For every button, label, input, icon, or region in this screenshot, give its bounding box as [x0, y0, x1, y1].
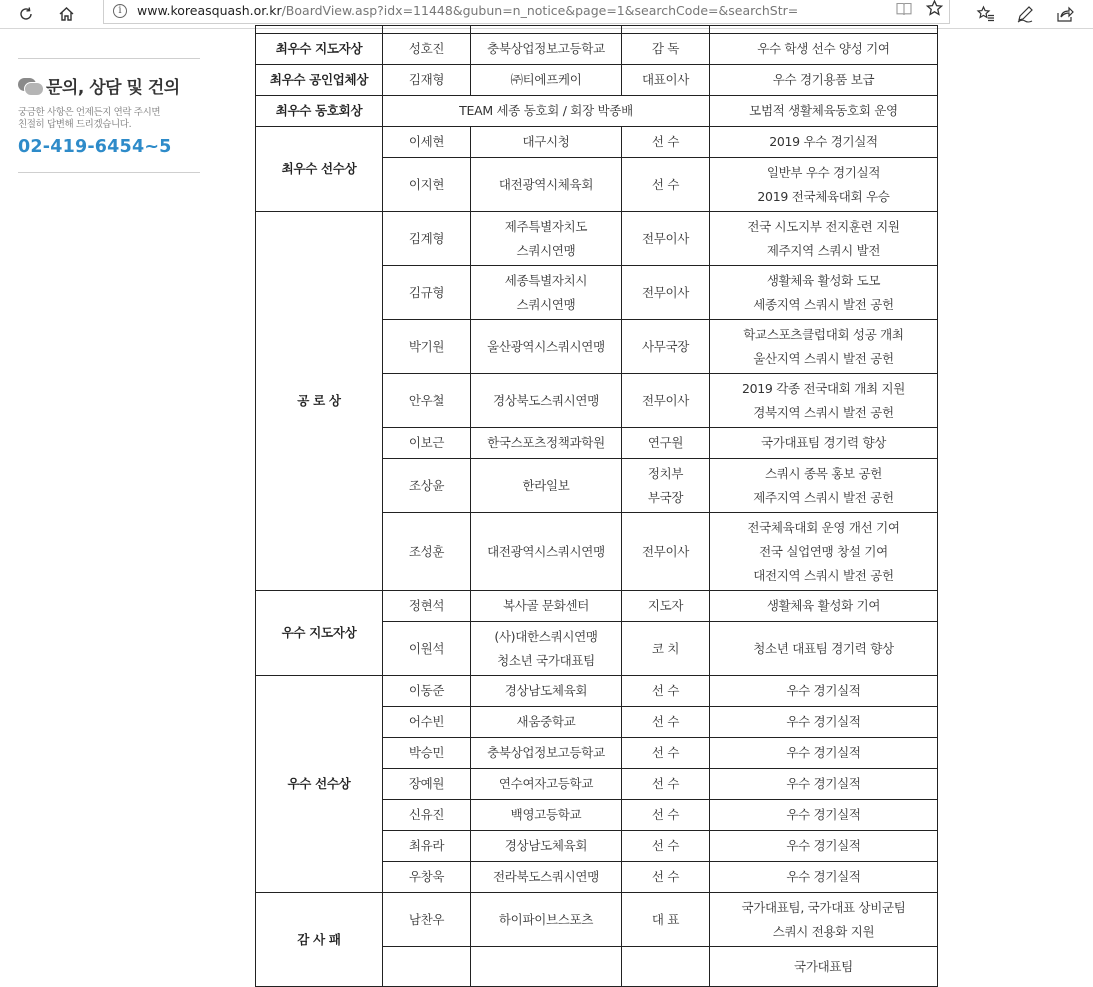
recipient-name: 이원석 — [383, 622, 471, 676]
speech-bubble-icon — [18, 77, 42, 95]
award-reason-line: 스쿼시 종목 홍보 공헌 — [765, 465, 882, 481]
recipient-org — [471, 769, 622, 800]
award-reason — [710, 707, 938, 738]
recipient-role — [622, 65, 710, 96]
recipient-role — [622, 459, 710, 513]
recipient-org-line: 대전광역시체육회 — [498, 176, 594, 192]
recipient-org-line: (사)대한스쿼시연맹 — [494, 628, 598, 644]
recipient-role — [622, 320, 710, 374]
award-category: 최우수 동호회상 — [256, 96, 383, 127]
table-row — [256, 65, 938, 96]
recipient-org — [471, 428, 622, 459]
award-reason — [710, 862, 938, 893]
recipient-org-line: 하이파이브스포츠 — [498, 911, 594, 927]
recipient-role-line: 전무이사 — [641, 543, 690, 559]
contact-sidebar — [18, 58, 200, 173]
recipient-role-line: 지도자 — [647, 598, 684, 613]
recipient-name: 정현석 — [383, 591, 471, 622]
award-category: 최우수 공인업체상 — [256, 65, 383, 96]
award-reason — [710, 513, 938, 591]
recipient-name: 조성훈 — [383, 513, 471, 591]
recipient-role-line: 선 수 — [651, 176, 680, 192]
recipient-org-line: 스쿼시연맹 — [516, 242, 576, 258]
award-reason-line: 우수 경기실적 — [786, 745, 861, 760]
award-reason-line: 스쿼시 전용화 지원 — [772, 923, 875, 939]
recipient-name: 이보근 — [383, 428, 471, 459]
award-category: 우수 선수상 — [256, 676, 383, 893]
award-reason — [710, 893, 938, 947]
recipient-role — [622, 26, 710, 34]
award-reason — [710, 591, 938, 622]
table-row — [256, 676, 938, 707]
award-reason-line: 일반부 우수 경기실적 — [766, 164, 881, 180]
home-icon[interactable] — [52, 0, 80, 28]
reading-view-icon[interactable] — [889, 1, 919, 20]
award-reason-line: 세종지역 스쿼시 발전 공헌 — [753, 296, 894, 312]
table-row — [256, 127, 938, 158]
recipient-role-line: 대 표 — [651, 911, 680, 927]
contact-desc-line: 궁금한 사항은 언제든지 연락 주시면 — [18, 107, 161, 118]
award-reason — [710, 266, 938, 320]
award-reason — [710, 947, 938, 987]
recipient-name: 신유진 — [383, 800, 471, 831]
award-reason — [710, 96, 938, 127]
award-reason-line: 생활체육 활성화 기여 — [766, 598, 881, 613]
award-reason-line: 우수 경기용품 보급 — [772, 72, 875, 87]
recipient-org — [471, 127, 622, 158]
award-reason — [710, 127, 938, 158]
recipient-name: 김재형 — [383, 65, 471, 96]
table-row — [256, 26, 938, 34]
award-table — [255, 25, 938, 987]
recipient-name: 이동준 — [383, 676, 471, 707]
table-row — [256, 591, 938, 622]
recipient-org-line: 충북상업정보고등학교 — [487, 745, 605, 760]
recipient-role — [622, 266, 710, 320]
recipient-role — [622, 158, 710, 212]
recipient-role — [622, 127, 710, 158]
recipient-org-line: 청소년 국가대표팀 — [497, 652, 595, 668]
table-row — [256, 34, 938, 65]
address-bar[interactable] — [103, 0, 950, 24]
award-reason-line: 우수 학생 선수 양성 기여 — [757, 41, 890, 56]
recipient-org-line: 복사골 문화센터 — [502, 598, 590, 613]
award-reason-line: 전국체육대회 운영 개선 기여 — [747, 519, 900, 535]
recipient-role-line: 선 수 — [651, 745, 680, 760]
award-category: 최우수 선수상 — [256, 127, 383, 212]
recipient-org-line: 한국스포츠정책과학원 — [487, 435, 605, 450]
award-reason — [710, 459, 938, 513]
award-category: 공 로 상 — [256, 212, 383, 591]
recipient-role — [622, 513, 710, 591]
recipient-role-line: 선 수 — [651, 134, 680, 149]
recipient-org-line: 새움중학교 — [516, 714, 576, 729]
recipient-org-line: 경상남도체육회 — [504, 838, 588, 853]
recipient-role-line: 선 수 — [651, 838, 680, 853]
recipient-role — [622, 428, 710, 459]
recipient-org-line: 세종특별자치시 — [504, 272, 588, 288]
recipient-role — [622, 622, 710, 676]
recipient-name: 이지현 — [383, 158, 471, 212]
recipient-role-line: 감 독 — [651, 41, 680, 56]
award-reason — [710, 676, 938, 707]
recipient-org — [471, 707, 622, 738]
award-reason-line: 청소년 대표팀 경기력 향상 — [753, 640, 894, 656]
award-reason-line: 국가대표팀 경기력 향상 — [760, 435, 887, 450]
award-reason-line: 2019 우수 경기실적 — [769, 134, 878, 149]
award-category: 우수 지도자상 — [256, 591, 383, 676]
recipient-org — [471, 676, 622, 707]
award-reason-line: 학교스포츠클럽대회 성공 개최 — [743, 326, 904, 342]
recipient-role-line: 선 수 — [651, 714, 680, 729]
divider — [18, 58, 200, 59]
award-category: 최우수 지도자상 — [256, 34, 383, 65]
recipient-role — [622, 34, 710, 65]
recipient-role-line: 정치부 — [647, 465, 684, 481]
award-reason-line: 우수 경기실적 — [786, 776, 861, 791]
recipient-name: 어수빈 — [383, 707, 471, 738]
recipient-role-line: 부국장 — [647, 489, 684, 505]
recipient-org — [471, 266, 622, 320]
award-reason — [710, 428, 938, 459]
recipient-org-line: 경상북도스쿼시연맹 — [493, 392, 599, 408]
award-reason — [710, 374, 938, 428]
award-reason-line: 우수 경기실적 — [786, 838, 861, 853]
recipient-org — [471, 34, 622, 65]
url-host: www.koreasquash.or.kr — [137, 3, 282, 18]
recipient-org — [471, 320, 622, 374]
contact-desc-line: 친절히 답변해 드리겠습니다. — [18, 119, 132, 130]
recipient-role — [622, 212, 710, 266]
award-reason — [710, 738, 938, 769]
award-reason-line: 우수 경기실적 — [786, 807, 861, 822]
recipient-org — [471, 158, 622, 212]
award-reason — [710, 26, 938, 34]
recipient-role-line: 전무이사 — [641, 284, 690, 300]
recipient-org-line: 대전광역시스쿼시연맹 — [487, 543, 605, 559]
contact-title: 문의, 상담 및 건의 — [46, 78, 180, 98]
award-reason-line: 제주지역 스쿼시 발전 공헌 — [753, 489, 894, 505]
recipient-org — [471, 800, 622, 831]
share-icon[interactable] — [1051, 0, 1079, 28]
recipient-org-line: 충북상업정보고등학교 — [487, 41, 605, 56]
table-row — [256, 212, 938, 266]
award-reason — [710, 831, 938, 862]
recipient-org — [471, 591, 622, 622]
refresh-icon[interactable] — [12, 0, 40, 28]
recipient-role — [622, 862, 710, 893]
recipient-role — [622, 831, 710, 862]
recipient-name: 안우철 — [383, 374, 471, 428]
award-reason-line: 울산지역 스쿼시 발전 공헌 — [753, 350, 894, 366]
star-icon[interactable] — [919, 0, 949, 20]
recipient-role-line: 사무국장 — [641, 338, 690, 354]
favorites-icon[interactable] — [972, 0, 1000, 28]
recipient-name: 최유라 — [383, 831, 471, 862]
recipient-role — [622, 738, 710, 769]
recipient-org-line: 연수여자고등학교 — [498, 776, 594, 791]
recipient-org-line: ㈜티에프케이 — [510, 72, 582, 87]
pen-icon[interactable] — [1011, 0, 1039, 28]
recipient-role — [622, 591, 710, 622]
award-reason-line: 생활체육 활성화 도모 — [766, 272, 881, 288]
recipient-org-line: 대구시청 — [522, 134, 570, 149]
url-path: /BoardView.asp?idx=11448&gubun=n_notice&page=1&searchCode=&searchStr= — [281, 3, 799, 18]
award-reason-line: 전국 실업연맹 창설 기여 — [759, 543, 888, 559]
recipient-name: 박기원 — [383, 320, 471, 374]
award-reason — [710, 622, 938, 676]
recipient-role-line: 전무이사 — [641, 392, 690, 408]
award-reason-line: 전국 시도지부 전지훈련 지원 — [747, 218, 900, 234]
info-icon[interactable]: i — [113, 4, 127, 18]
recipient-org-line: 스쿼시연맹 — [516, 296, 576, 312]
recipient-org — [471, 26, 622, 34]
table-row — [256, 893, 938, 947]
recipient-org-line: 울산광역시스쿼시연맹 — [487, 338, 605, 354]
recipient-role-line: 대표이사 — [641, 72, 690, 87]
award-category — [256, 26, 383, 34]
recipient-org — [471, 893, 622, 947]
award-reason — [710, 212, 938, 266]
recipient-role — [622, 947, 710, 987]
recipient-role — [622, 374, 710, 428]
award-reason-line: 우수 경기실적 — [786, 683, 861, 698]
recipient-role — [622, 769, 710, 800]
award-table-container — [255, 29, 937, 974]
award-reason-line: 대전지역 스쿼시 발전 공헌 — [753, 567, 894, 583]
award-reason — [710, 320, 938, 374]
recipient-name — [383, 947, 471, 987]
award-reason — [710, 769, 938, 800]
recipient-org — [471, 65, 622, 96]
recipient-role — [622, 893, 710, 947]
award-reason — [710, 800, 938, 831]
recipient-org — [471, 862, 622, 893]
recipient-org-line: 백영고등학교 — [510, 807, 582, 822]
recipient-name: 성호진 — [383, 34, 471, 65]
divider — [18, 172, 200, 173]
recipient-name: 조상윤 — [383, 459, 471, 513]
recipient-name: 남찬우 — [383, 893, 471, 947]
recipient-role-line: 선 수 — [651, 683, 680, 698]
recipient-name: 우창욱 — [383, 862, 471, 893]
award-reason — [710, 65, 938, 96]
award-reason-line: 모범적 생활체육동호회 운영 — [749, 103, 898, 118]
recipient-name: 김규형 — [383, 266, 471, 320]
recipient-org-line: 제주특별자치도 — [504, 218, 588, 234]
recipient-org — [471, 738, 622, 769]
award-reason — [710, 158, 938, 212]
recipient-name: 박승민 — [383, 738, 471, 769]
recipient-role-line: 선 수 — [651, 807, 680, 822]
recipient-role-line: 코 치 — [651, 640, 680, 656]
recipient-role-line: 선 수 — [651, 869, 680, 884]
recipient-org — [471, 513, 622, 591]
award-reason-line: 국가대표팀 — [794, 958, 853, 974]
recipient-org-line: 전라북도스쿼시연맹 — [493, 869, 599, 884]
award-reason-line: 제주지역 스쿼시 발전 — [766, 242, 881, 258]
contact-description — [18, 107, 200, 131]
award-reason-line: 2019 각종 전국대회 개최 지원 — [741, 380, 906, 396]
recipient-name — [383, 26, 471, 34]
award-category: 감 사 패 — [256, 893, 383, 987]
recipient-role — [622, 707, 710, 738]
recipient-role-line: 연구원 — [647, 435, 684, 450]
recipient-org-line: 경상남도체육회 — [504, 683, 588, 698]
recipient-name: 김계형 — [383, 212, 471, 266]
recipient-role — [622, 676, 710, 707]
award-reason-line: 국가대표팀, 국가대표 상비군팀 — [741, 899, 906, 915]
recipient-role-line: 선 수 — [651, 776, 680, 791]
recipient-org — [471, 622, 622, 676]
award-reason-line: 우수 경기실적 — [786, 714, 861, 729]
recipient-org — [471, 374, 622, 428]
award-reason — [710, 34, 938, 65]
merged-club-cell: TEAM 세종 동호회 / 회장 박종배 — [383, 96, 710, 127]
recipient-name: 이세현 — [383, 127, 471, 158]
award-reason-line: 우수 경기실적 — [786, 869, 861, 884]
recipient-org — [471, 947, 622, 987]
table-row — [256, 96, 938, 127]
recipient-org — [471, 212, 622, 266]
contact-phone[interactable]: 02-419-6454~5 — [18, 137, 172, 157]
recipient-org — [471, 459, 622, 513]
award-reason-line: 경북지역 스쿼시 발전 공헌 — [753, 404, 894, 420]
recipient-name: 장예원 — [383, 769, 471, 800]
recipient-org-line: 한라일보 — [522, 477, 570, 493]
recipient-role-line: 전무이사 — [641, 230, 690, 246]
recipient-org — [471, 831, 622, 862]
award-reason-line: 2019 전국체육대회 우승 — [757, 188, 890, 204]
recipient-role — [622, 800, 710, 831]
